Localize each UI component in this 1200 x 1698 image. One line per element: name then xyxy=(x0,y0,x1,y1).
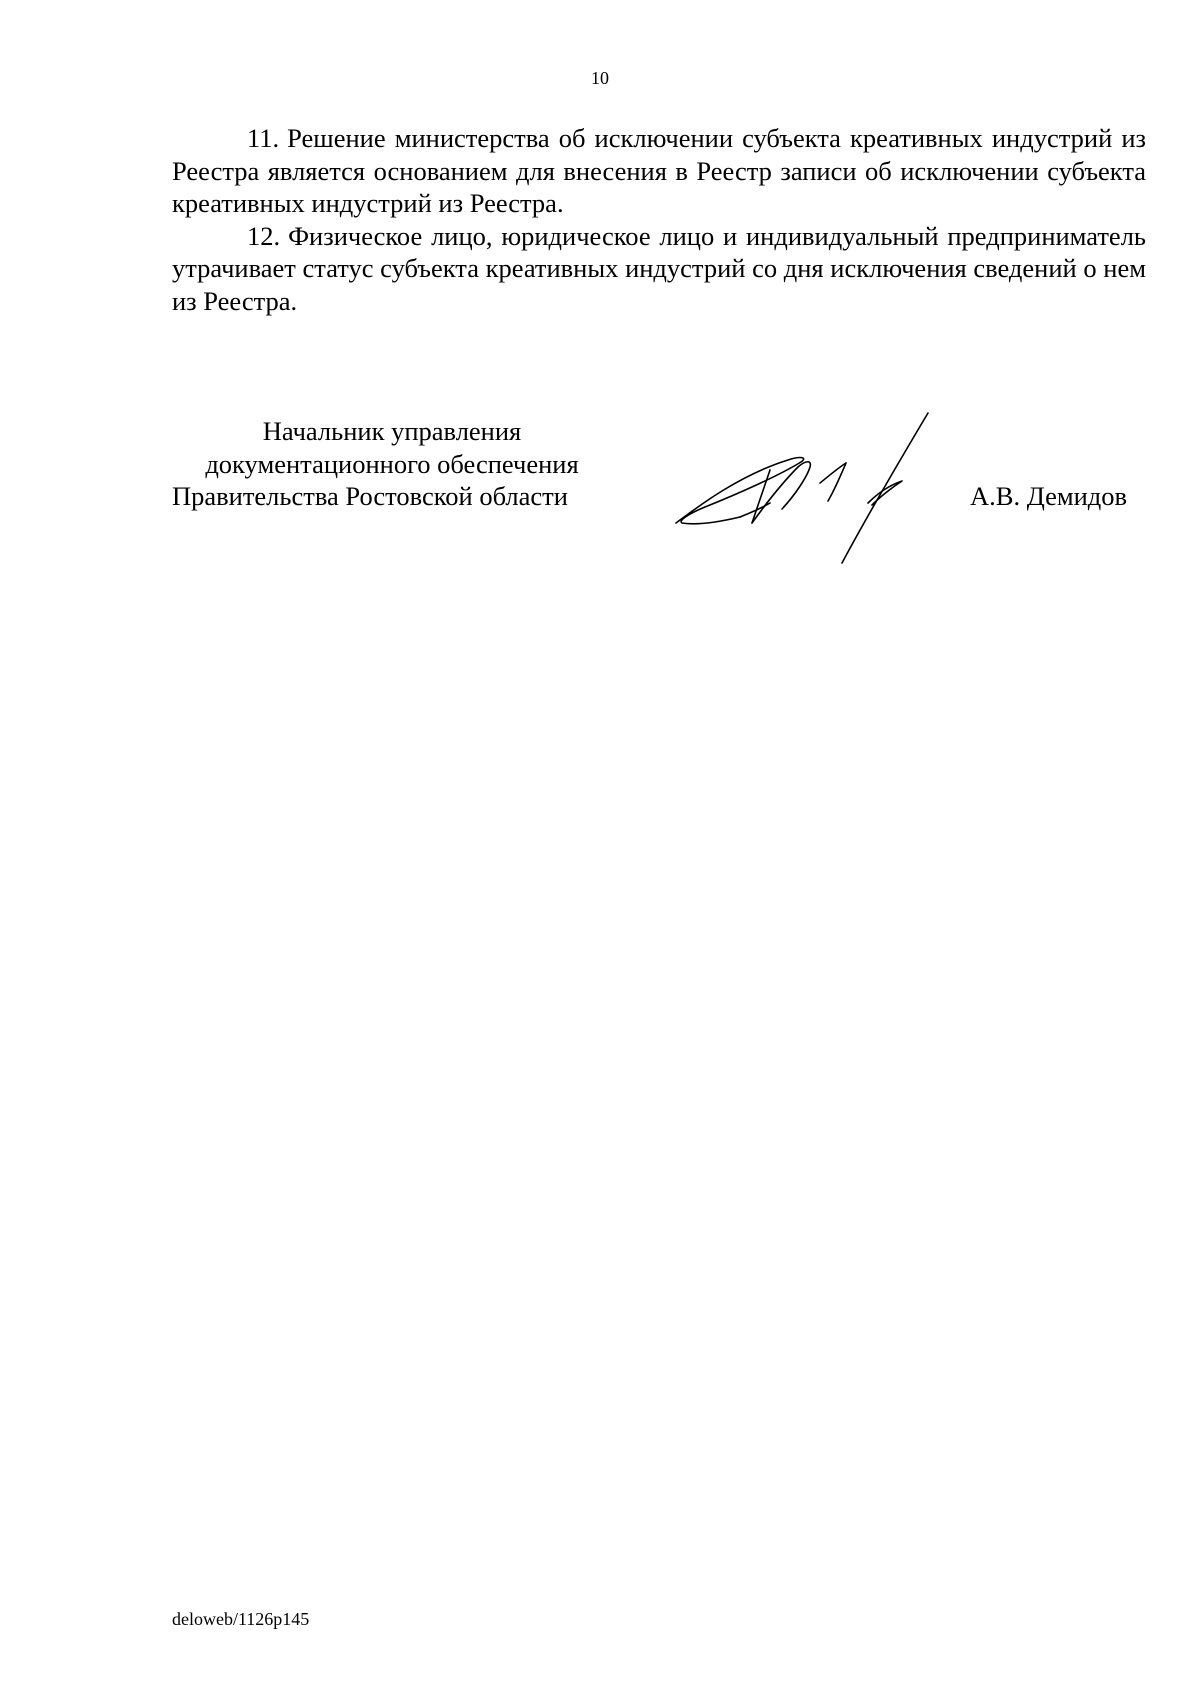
paragraph-number: 11. xyxy=(247,123,280,153)
paragraph-11 xyxy=(172,122,1146,220)
signer-position-line: документационного обеспечения xyxy=(205,448,579,479)
paragraph-text: Решение министерства об исключении субъекта креативных индустрий из Реестра является основанием для внесения в Реестр записи об исключении субъекта креативных индустрий из Реестра. xyxy=(172,123,1146,218)
page-number: 10 xyxy=(591,68,609,88)
signer-position-line: Начальник управления xyxy=(262,416,522,446)
document-code: deloweb/1126p145 xyxy=(172,1609,310,1629)
signer-position xyxy=(172,415,612,513)
paragraph-text: Физическое лицо, юридическое лицо и индивидуальный предприниматель утрачивает статус субъекта креативных индустрий со дня исключения сведений о нем из Реестра. xyxy=(172,220,1146,316)
document-body xyxy=(172,122,1146,317)
paragraph-number: 12. xyxy=(247,220,281,251)
paragraph-12 xyxy=(172,220,1146,318)
signer-position-line: Правительства Ростовской области xyxy=(172,481,568,511)
handwritten-signature xyxy=(670,405,970,575)
signer-name: А.В. Демидов xyxy=(970,481,1128,511)
